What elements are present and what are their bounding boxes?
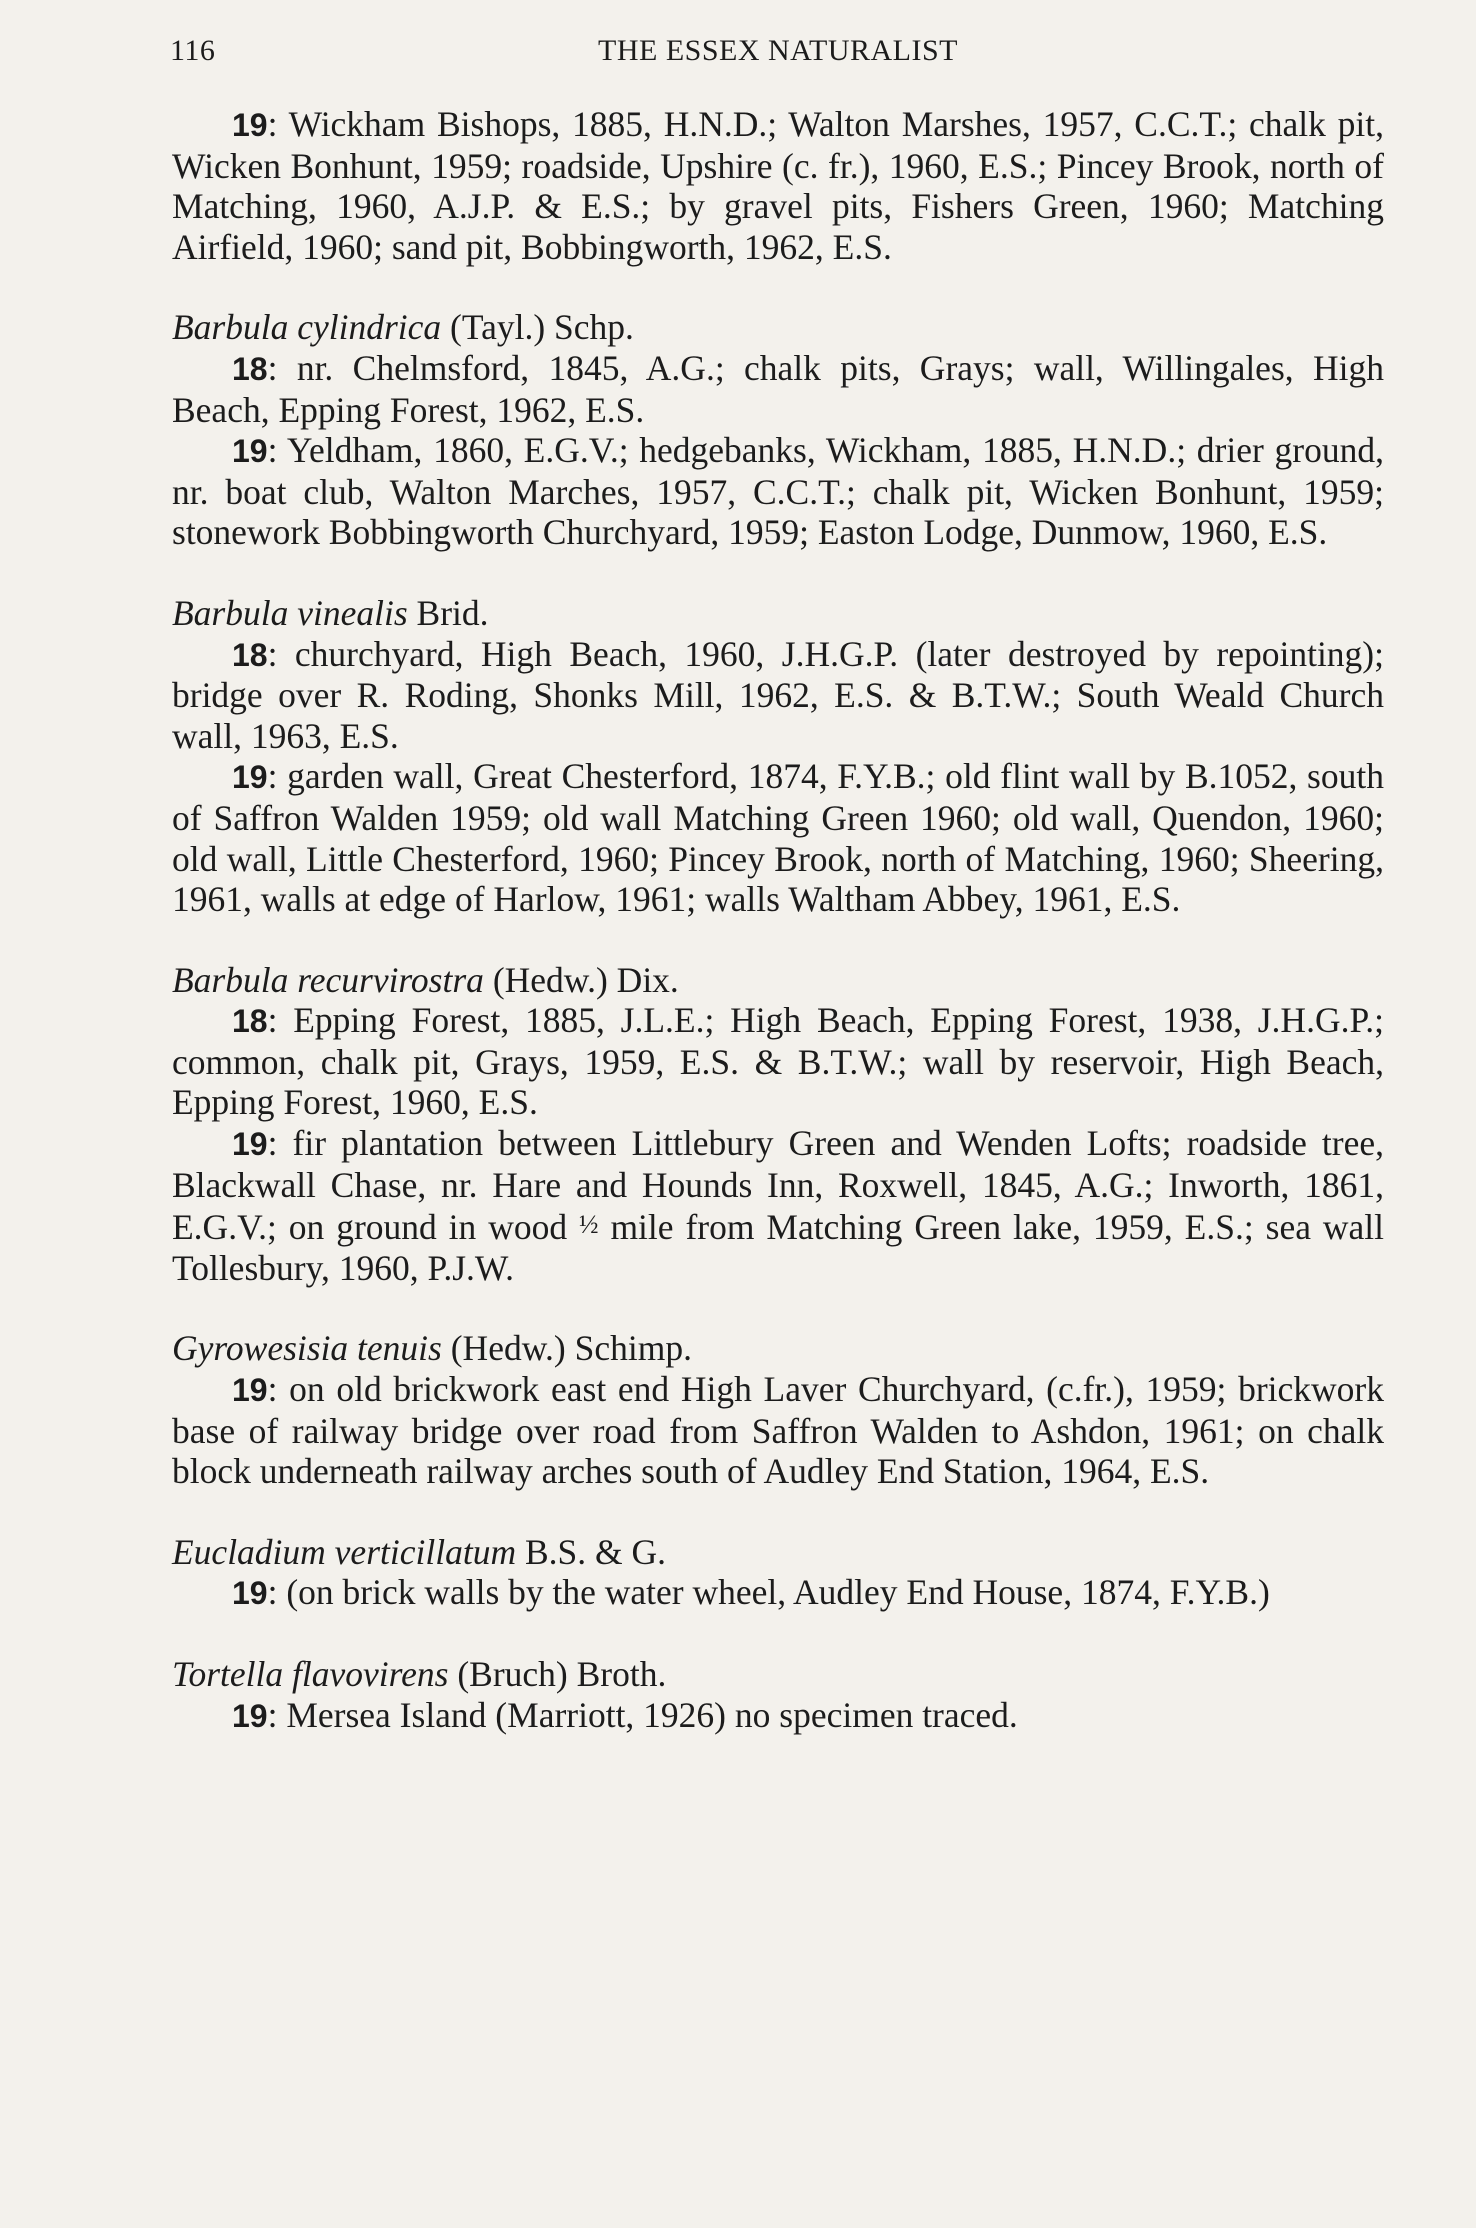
- fraction-half: ½: [579, 1210, 599, 1240]
- district-number: 18: [232, 1003, 268, 1040]
- record: [172, 1572, 1384, 1614]
- record: [172, 756, 1384, 919]
- record-text: : fir plantation between Littlebury Green and Wenden Lofts; roadside tree, Blackwall Chase, nr. Hare and Hounds Inn, Roxwell, 1845, A.G.; Inworth, 1861, E.G.V.; on ground in wood: [172, 1123, 1384, 1248]
- page-number: 116: [170, 34, 216, 67]
- record: [172, 348, 1384, 430]
- record-text: : Mersea Island (Marriott, 1926) no specimen traced.: [267, 1694, 1018, 1735]
- lead-record: [172, 104, 1384, 267]
- record-text: : nr. Chelmsford, 1845, A.G.; chalk pits, Grays; wall, Willingales, High Beach, Epping Forest, 1962, E.S.: [172, 347, 1384, 430]
- record-text: : Yeldham, 1860, E.G.V.; hedgebanks, Wickham, 1885, H.N.D.; drier ground, nr. boat club, Walton Marches, 1957, C.C.T.; chalk pit, Wicken Bonhunt, 1959; stonework Bobbingworth Churchyard, 1959; Easton Lodge, Dunmow, 1960, E.S.: [172, 430, 1384, 553]
- species-heading: [172, 593, 1384, 634]
- species-authority: (Tayl.) Schp.: [450, 307, 634, 348]
- species-name: Eucladium verticillatum: [172, 1531, 517, 1572]
- species-heading: [172, 960, 1384, 1001]
- district-number: 19: [232, 433, 268, 470]
- record: [172, 1123, 1384, 1288]
- species-name: Gyrowesisia tenuis: [172, 1328, 442, 1369]
- district-number: 18: [232, 350, 268, 387]
- district-number: 18: [232, 636, 268, 673]
- district-number: 19: [232, 1126, 268, 1163]
- district-number: 19: [232, 759, 268, 796]
- species-name: Barbula cylindrica: [172, 307, 442, 348]
- species-heading: [172, 1654, 1384, 1695]
- species-authority: (Hedw.) Schimp.: [450, 1328, 692, 1369]
- species-authority: (Hedw.) Dix.: [492, 959, 679, 1000]
- record: [172, 634, 1384, 757]
- record-text: : (on brick walls by the water wheel, Audley End House, 1874, F.Y.B.): [267, 1572, 1270, 1613]
- species-authority: B.S. & G.: [524, 1531, 667, 1572]
- page-body: [172, 104, 1384, 1736]
- journal-title: THE ESSEX NATURALIST: [598, 34, 958, 67]
- record: [172, 430, 1384, 553]
- district-number: 19: [232, 107, 268, 143]
- page-header: [170, 34, 1386, 74]
- species-authority: Brid.: [416, 592, 489, 633]
- district-number: 19: [232, 1372, 268, 1409]
- species-heading: [172, 1532, 1384, 1573]
- record-text: : Wickham Bishops, 1885, H.N.D.; Walton Marshes, 1957, C.C.T.; chalk pit, Wicken Bonhunt, 1959; roadside, Upshire (c. fr.), 1960, E.S.; Pincey Brook, north of Matching, 1960, A.J.P. & E.S.; by gravel pits, Fishers Green, 1960; Matching Airfield, 1960; sand pit, Bobbingworth, 1962, E.S.: [172, 104, 1384, 267]
- record-text-continued: mile from Matching Green lake, 1959, E.S.; sea wall Tollesbury, 1960, P.J.W.: [172, 1207, 1385, 1288]
- district-number: 19: [232, 1575, 268, 1612]
- species-name: Barbula recurvirostra: [172, 959, 484, 1000]
- record: [172, 1695, 1384, 1737]
- species-name: Barbula vinealis: [172, 592, 408, 633]
- record-text: : Epping Forest, 1885, J.L.E.; High Beach, Epping Forest, 1938, J.H.G.P.; common, chalk pit, Grays, 1959, E.S. & B.T.W.; wall by reservoir, High Beach, Epping Forest, 1960, E.S.: [172, 1000, 1384, 1123]
- record: [172, 1000, 1384, 1123]
- record-text: : churchyard, High Beach, 1960, J.H.G.P. (later destroyed by repointing); bridge over R. Roding, Shonks Mill, 1962, E.S. & B.T.W.; South Weald Church wall, 1963, E.S.: [172, 633, 1384, 756]
- record-text: : on old brickwork east end High Laver Churchyard, (c.fr.), 1959; brickwork base of railway bridge over road from Saffron Walden to Ashdon, 1961; on chalk block underneath railway arches south of Audley End Station, 1964, E.S.: [172, 1369, 1384, 1492]
- record-text: : garden wall, Great Chesterford, 1874, F.Y.B.; old flint wall by B.1052, south of Saffron Walden 1959; old wall Matching Green 1960; old wall, Quendon, 1960; old wall, Little Chesterford, 1960; Pincey Brook, north of Matching, 1960; Sheering, 1961, walls at edge of Harlow, 1961; walls Waltham Abbey, 1961, E.S.: [172, 756, 1384, 920]
- district-number: 19: [232, 1697, 268, 1734]
- species-authority: (Bruch) Broth.: [457, 1654, 667, 1694]
- record: [172, 1369, 1384, 1492]
- species-heading: [172, 307, 1384, 348]
- species-name: Tortella flavovirens: [172, 1654, 449, 1694]
- species-heading: [172, 1328, 1384, 1369]
